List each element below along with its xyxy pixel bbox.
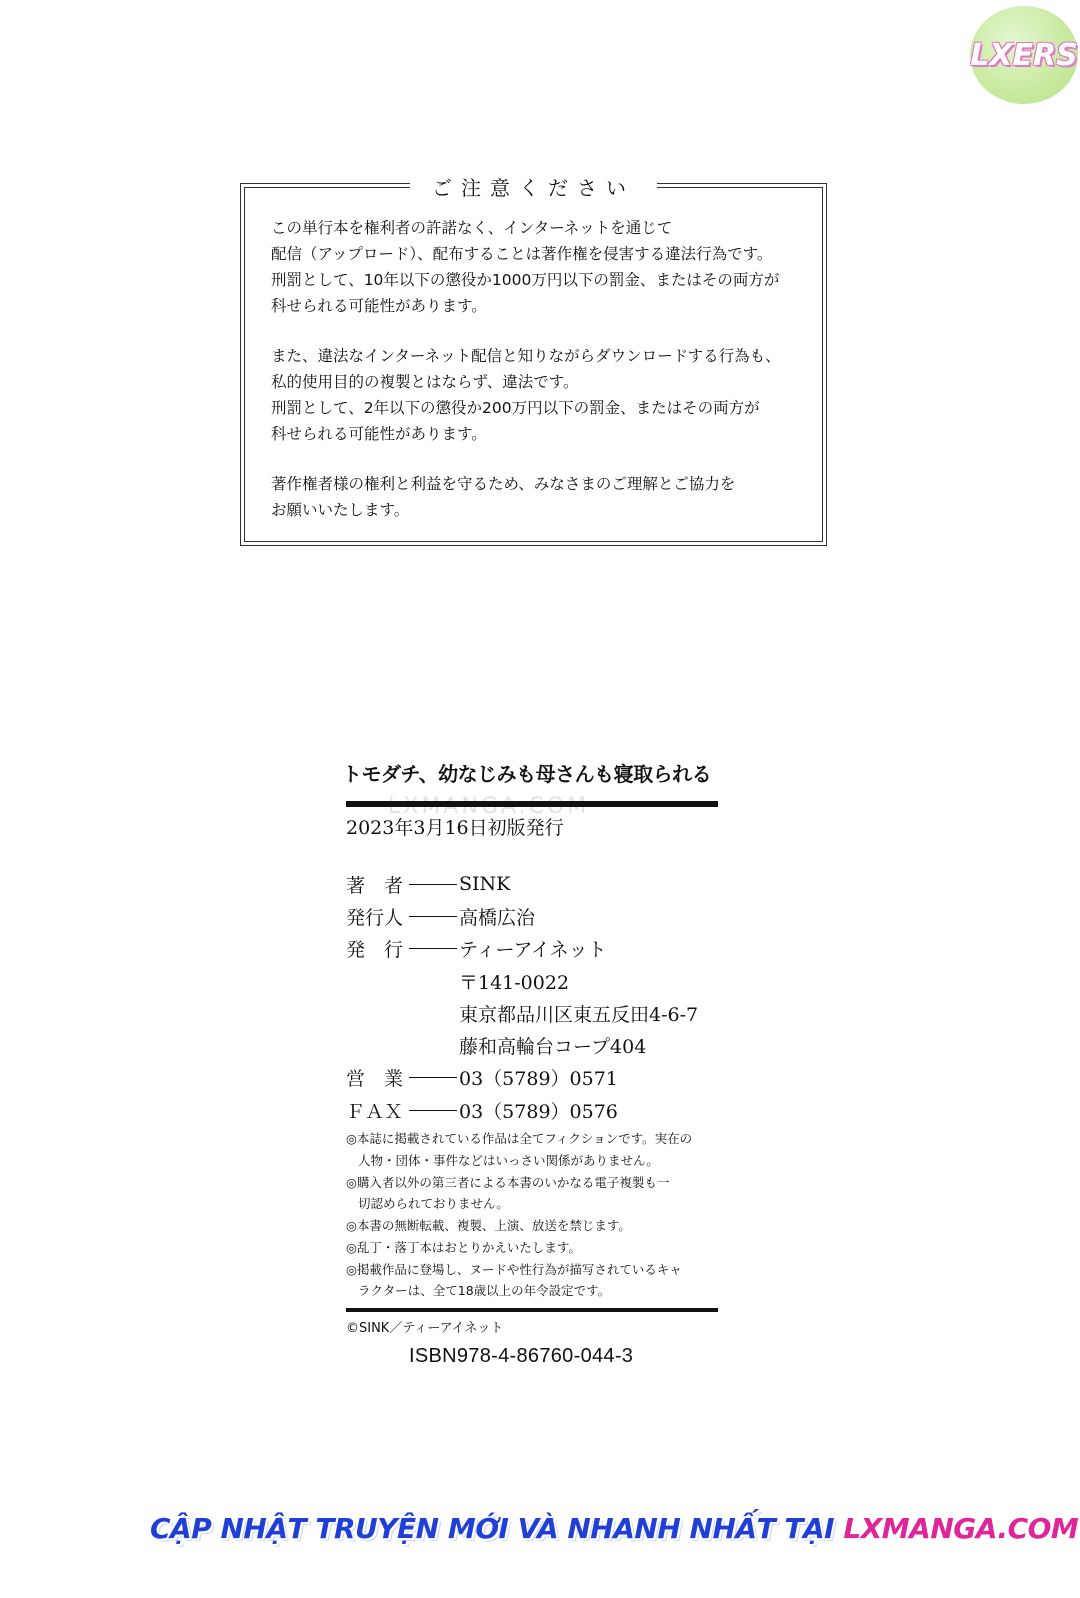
notice-line: 配信（アップロード）、配布することは著作権を侵害する違法行為です。 — [271, 245, 773, 263]
notice-line: この単行本を権利者の許諾なく、インターネットを通じて — [271, 219, 673, 237]
note-line: 人物・団体・事件などはいっさい関係がありません。 — [358, 1153, 659, 1169]
colophon — [342, 758, 718, 1336]
credit-row-building — [346, 1029, 718, 1061]
credit-value: 藤和高輪台コープ404 — [459, 1036, 647, 1059]
credit-label: 著 者 — [346, 874, 404, 897]
credit-dash — [409, 916, 457, 917]
credit-label-wrap — [346, 1064, 459, 1091]
credit-value: 東京都品川区東五反田4-6-7 — [459, 1003, 699, 1026]
credit-label: ＦＡＸ — [346, 1100, 404, 1123]
credit-value: 〒141-0022 — [459, 971, 570, 994]
credit-value: 03（5789）0571 — [459, 1068, 618, 1091]
note-line: ◎本書の無断転載、複製、上演、放送を禁じます。 — [346, 1218, 631, 1234]
credit-label-wrap — [346, 1097, 459, 1124]
notice-line: 著作権者様の権利と利益を守るため、みなさまのご理解とご協力を — [271, 475, 736, 493]
credit-dash — [409, 884, 457, 885]
notice-title-wrap — [245, 172, 822, 201]
notice-line: 刑罰として、2年以下の懲役か200万円以下の罰金、またはその両方が — [271, 399, 760, 417]
notice-paragraph — [271, 215, 808, 319]
note-line: ◎購入者以外の第三者による本書のいかなる電子複製も一 — [346, 1174, 670, 1190]
note-line: ◎本誌に掲載されている作品は全てフィクションです。実在の — [346, 1131, 693, 1147]
notice-title: ご注意ください — [410, 172, 657, 201]
notice-line: 科せられる可能性があります。 — [271, 297, 487, 315]
credit-label: 発 行 — [346, 939, 404, 962]
promo-banner[interactable] — [150, 1512, 1079, 1545]
credit-row-sales — [346, 1062, 718, 1094]
notice-line: 科せられる可能性があります。 — [271, 425, 487, 443]
credit-dash — [409, 1077, 457, 1078]
notice-line: また、違法なインターネット配信と知りながらダウンロードする行為も、 — [271, 347, 781, 365]
notice-paragraph — [271, 471, 808, 523]
notice-line: お願いいたします。 — [271, 501, 410, 519]
site-logo-text: LXERS — [970, 37, 1078, 73]
credit-row-author — [346, 868, 718, 900]
copyright-line: ©SINK／ティーアイネット — [346, 1321, 504, 1336]
site-logo-badge[interactable] — [970, 6, 1078, 104]
notice-paragraph — [271, 343, 808, 447]
notes-rule — [346, 1308, 718, 1312]
publication-date: 2023年3月16日初版発行 — [346, 817, 564, 839]
copyright-notice-box — [244, 176, 823, 542]
notice-line: 私的使用目的の複製とはならず、違法です。 — [271, 373, 579, 391]
notice-line: 刑罰として、10年以下の懲役か1000万円以下の罰金、またはその両方が — [271, 271, 780, 289]
isbn: ISBN978-4-86760-044-3 — [409, 1345, 634, 1367]
credit-value: ティーアイネット — [459, 939, 607, 962]
note-line: ラクターは、全て18歳以上の年令設定です。 — [358, 1283, 611, 1299]
credits-list — [346, 868, 718, 1126]
credit-dash — [409, 948, 457, 949]
credit-value: SINK — [459, 873, 511, 896]
notice-body — [271, 215, 808, 547]
credit-row-postcode — [346, 965, 718, 997]
credit-row-fax — [346, 1094, 718, 1126]
credit-label-wrap — [346, 871, 459, 898]
credit-dash — [409, 1110, 457, 1111]
book-title: トモダチ、幼なじみも母さんも寝取られる — [342, 762, 712, 786]
note-line: ◎乱丁・落丁本はおとりかえいたします。 — [346, 1239, 581, 1255]
banner-site-link[interactable]: LXMANGA.COM — [843, 1512, 1079, 1545]
title-rule — [346, 801, 718, 807]
credit-row-publisher-person — [346, 900, 718, 932]
credit-value: 高橋広治 — [459, 906, 536, 929]
credit-row-publisher — [346, 933, 718, 965]
credit-label-wrap — [346, 903, 459, 930]
note-line: ◎掲載作品に登場し、ヌードや性行為が描写されているキャ — [346, 1261, 682, 1277]
credit-label: 発行人 — [346, 906, 404, 929]
legal-notes — [346, 1128, 718, 1302]
credit-row-address — [346, 997, 718, 1029]
banner-text: CẬP NHẬT TRUYỆN MỚI VÀ NHANH NHẤT TẠI — [150, 1512, 844, 1545]
credit-label: 営 業 — [346, 1068, 404, 1091]
credit-label-wrap — [346, 935, 459, 962]
note-line: 切認められておりません。 — [358, 1196, 509, 1212]
credit-value: 03（5789）0576 — [459, 1100, 618, 1123]
